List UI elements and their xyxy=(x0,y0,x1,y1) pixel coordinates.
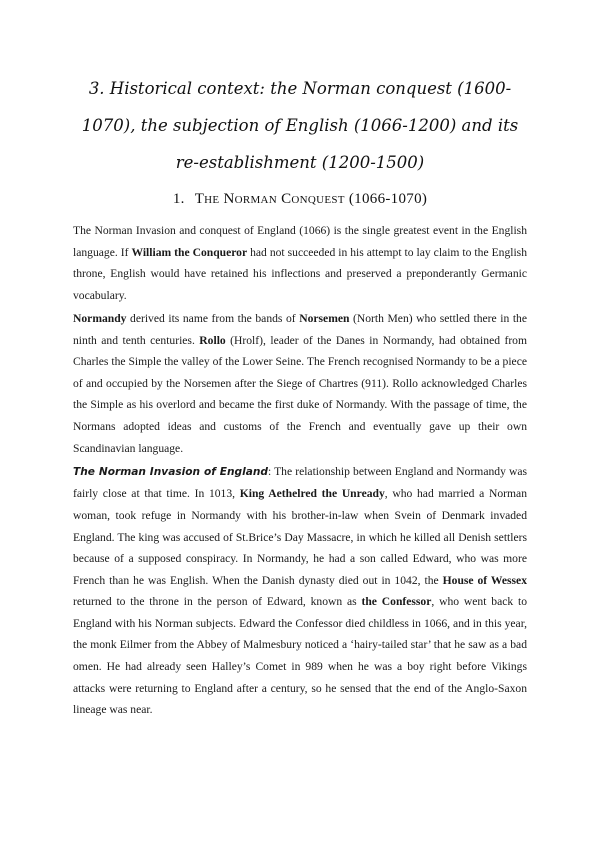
text-run: The Norman Invasion and conquest of England (1066) is the single greatest event in the English language. If xyxy=(73,224,527,259)
paragraph xyxy=(73,461,527,721)
bold-term: King Aethelred the Unready xyxy=(239,487,385,501)
text-run: had not succeeded in his attempt to lay claim to the English throne, English would have retained his inflections and preserved a preponderantly Germanic vocabulary. xyxy=(73,245,527,302)
bold-term: Norsemen xyxy=(299,311,350,325)
document-title: 3. Historical context: the Norman conquest (1600-1070), the subjection of English (1066-1200) and its re-establishment (1200-1500) xyxy=(81,79,519,172)
bold-term: Rollo xyxy=(199,333,226,347)
text-run: , who went back to England with his Norman subjects. Edward the Confessor died childless in 1066, and in this year, the monk Eilmer from the Abbey of Malmesbury noticed a ‘hairy-tailed star’ that he saw as a bad omen. He had already seen Halley’s Comet in 989 when he was a boy right before Vikings attacks were returning to England after a century, so he sensed that the end of the Anglo-Saxon lineage was near. xyxy=(73,595,528,717)
bold-term: the Confessor xyxy=(361,595,432,609)
text-run: derived its name from the bands of xyxy=(126,311,300,325)
paragraph xyxy=(73,308,527,459)
section-number: 1. xyxy=(172,191,185,207)
text-run: (Hrolf), leader of the Danes in Normandy, had obtained from Charles the Simple the valley of the Lower Seine. The French recognised Normandy to be a piece of and occupied by the Norsemen after the Siege of Chartres (911). Rollo acknowledged Charles the Simple as his overlord and became the first duke of Normandy. With the passage of time, the Normans adopted ideas and customs of the French and eventually gave up their own Scandinavian language. xyxy=(73,333,527,455)
bold-term: William the Conqueror xyxy=(131,245,248,259)
section-title: The Norman Conquest (1066-1070) xyxy=(194,191,428,207)
bold-term: Normandy xyxy=(73,311,127,325)
text-run: returned to the throne in the person of Edward, known as xyxy=(73,595,362,609)
paragraph-lead-heading: The Norman Invasion of England xyxy=(73,465,268,478)
bold-term: House of Wessex xyxy=(442,573,527,587)
text-run: , who had married a Norman woman, took refuge in Normandy with his brother-in-law when Svein of Denmark invaded England. The king was accused of St.Brice’s Day Massacre, in which he killed all Denish settlers because of a supposed conspiracy. In Normandy, he had a son called Edward, who was more French than he was English. When the Danish dynasty died out in 1042, the xyxy=(73,487,527,587)
section-heading xyxy=(0,191,600,208)
text-run: : The relationship between England and Normandy was fairly close at that time. In 1013, xyxy=(73,464,527,501)
text-run: (North Men) who settled there in the ninth and tenth centuries. xyxy=(73,311,527,347)
document-body xyxy=(73,220,527,722)
paragraph xyxy=(73,220,527,306)
